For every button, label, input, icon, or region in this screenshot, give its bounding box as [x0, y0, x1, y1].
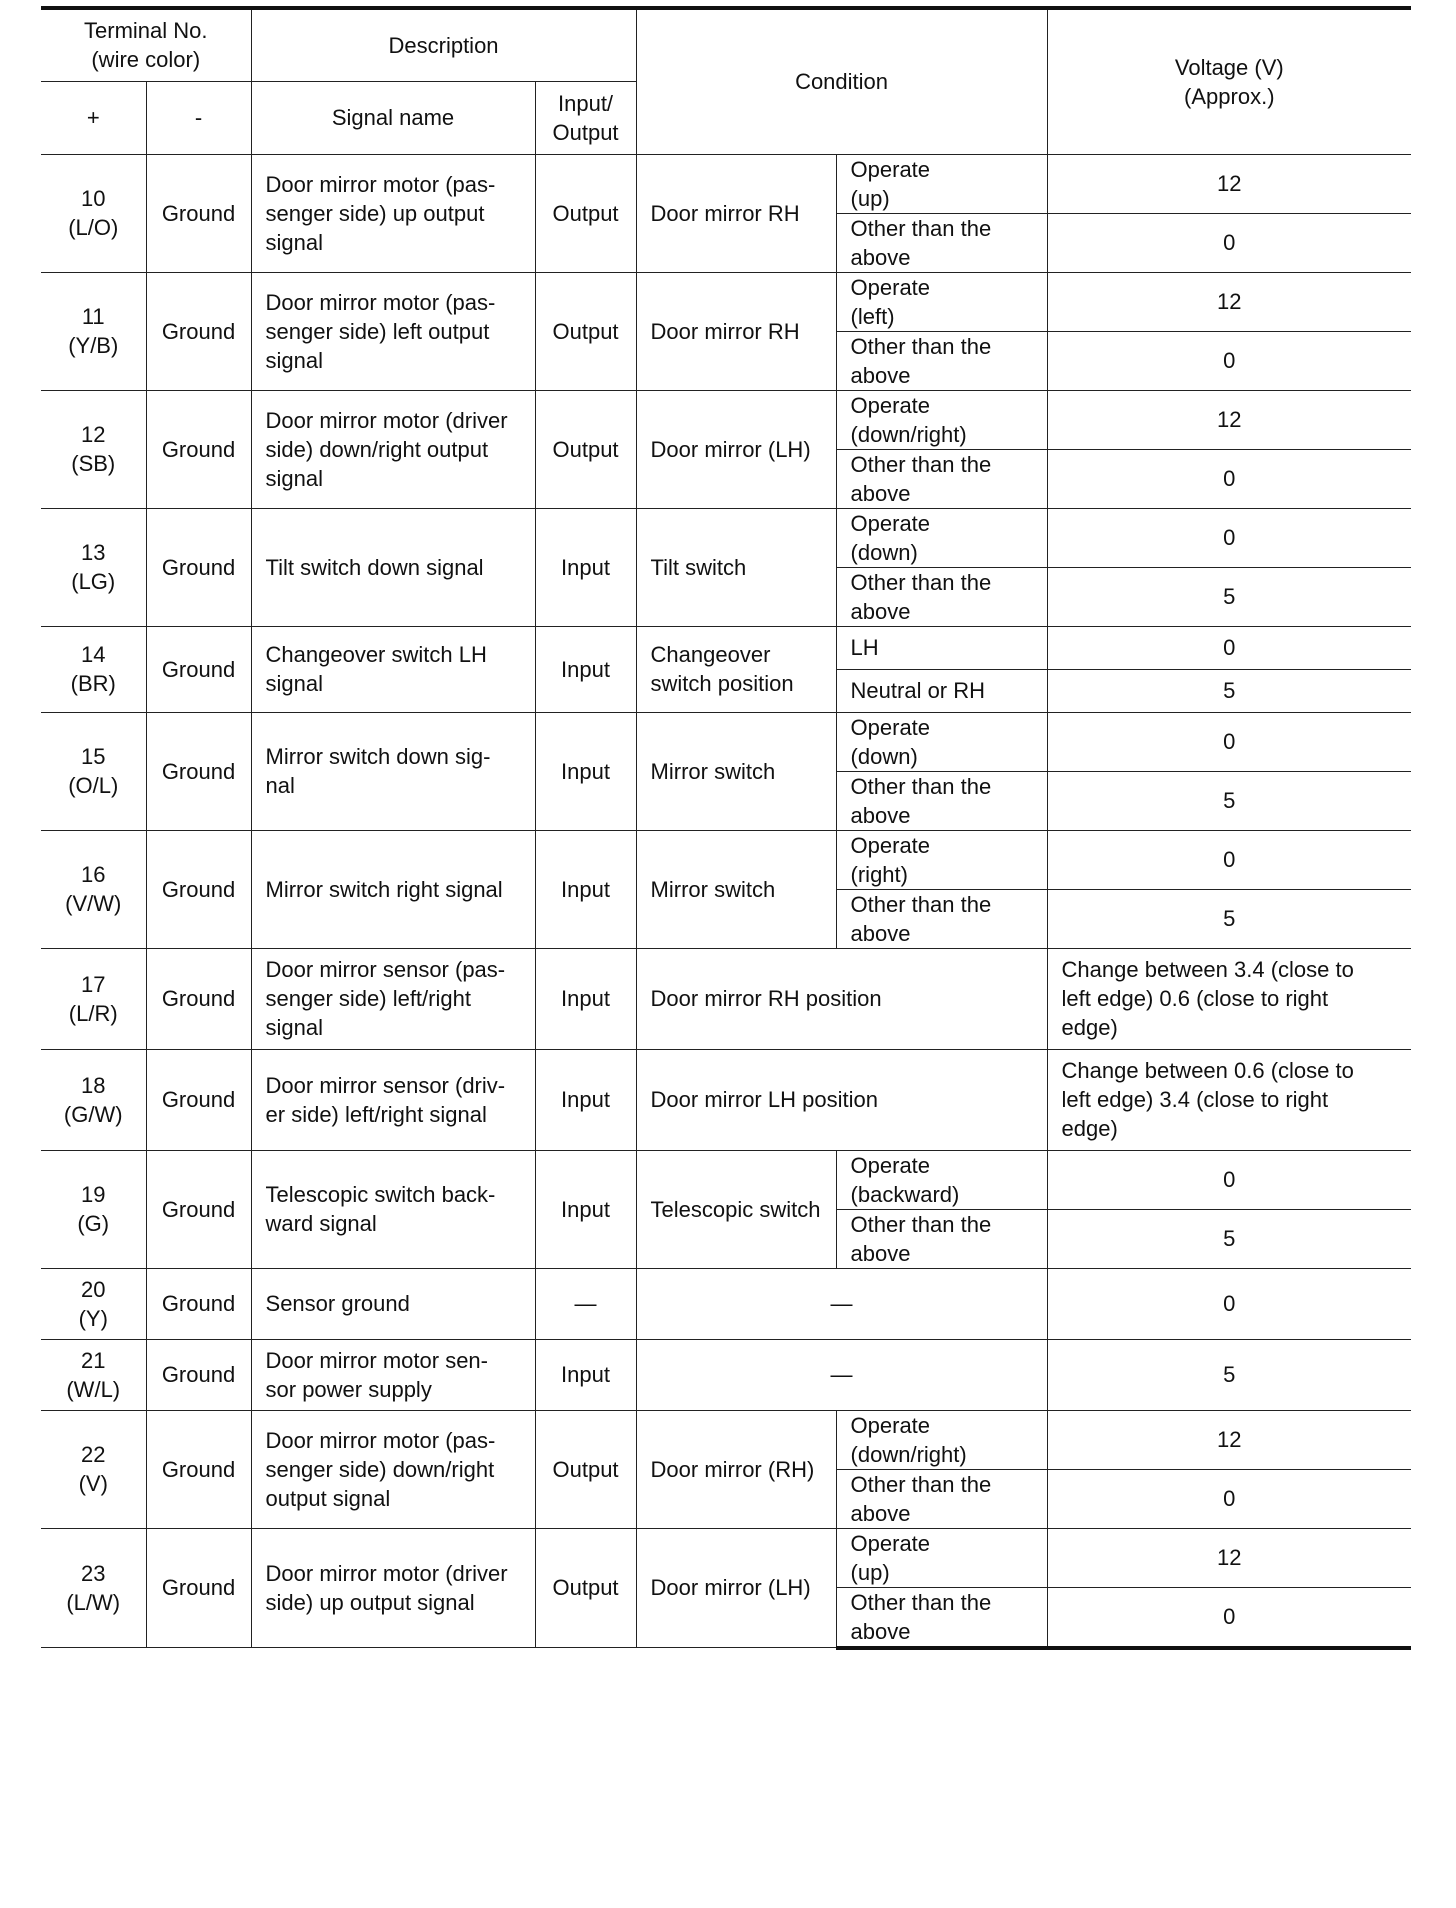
minus-terminal-cell: Ground [146, 712, 251, 830]
terminal-cell [41, 154, 146, 272]
signal-name-cell-line: nal [265, 773, 295, 798]
voltage-cell-line: left edge) 3.4 (close to right [1061, 1087, 1329, 1112]
voltage-cell-line: Change between 3.4 (close to [1061, 957, 1354, 982]
sub-condition-cell-line: Other than the [850, 333, 992, 359]
minus-terminal-cell: Ground [146, 1049, 251, 1150]
sub-condition-cell [836, 771, 1047, 830]
sub-condition-cell-line: (right) [850, 861, 908, 887]
voltage-cell: 12 [1047, 272, 1411, 331]
table-row [41, 390, 1411, 449]
voltage-cell: 0 [1047, 1150, 1411, 1209]
sub-condition-cell [836, 1410, 1047, 1469]
voltage-cell: 5 [1047, 889, 1411, 948]
signal-name-cell-line: senger side) down/right [265, 1456, 495, 1482]
terminal-cell [41, 272, 146, 390]
sub-condition-cell [836, 154, 1047, 213]
sub-condition-cell-line: above [850, 1500, 911, 1526]
table-row [41, 1268, 1411, 1339]
signal-name-cell-line: signal [265, 1015, 323, 1040]
sub-condition-cell [836, 213, 1047, 272]
terminal-number: 14 [81, 642, 106, 667]
sub-condition-cell-line: Other than the [850, 1471, 992, 1497]
sub-condition-cell-line: above [850, 802, 911, 828]
sub-condition-cell-line: Operate [850, 1152, 931, 1178]
input-output-cell: Input [535, 1339, 636, 1410]
minus-terminal-cell: Ground [146, 1150, 251, 1268]
header-plus: + [41, 81, 146, 154]
wire-color: (W/L) [66, 1376, 121, 1402]
header-input-output [535, 81, 636, 154]
sub-condition-cell-line: above [850, 1240, 911, 1266]
sub-condition-cell [836, 331, 1047, 390]
signal-name-cell-line: senger side) up output [265, 200, 485, 226]
header-signal-name: Signal name [251, 81, 535, 154]
signal-name-cell [251, 948, 535, 1049]
header-minus: - [146, 81, 251, 154]
signal-name-cell-line: Door mirror motor (pas- [265, 171, 496, 197]
sub-condition-cell [836, 830, 1047, 889]
voltage-cell: 12 [1047, 1410, 1411, 1469]
table-row [41, 1410, 1411, 1469]
header-voltage [1047, 8, 1411, 154]
terminal-number: 23 [81, 1560, 106, 1586]
signal-name-cell [251, 1339, 535, 1410]
sub-condition-cell-line: Operate [850, 274, 931, 300]
input-output-cell: Output [535, 390, 636, 508]
table-row [41, 948, 1411, 1049]
condition-cell: Door mirror LH position [636, 1049, 1047, 1150]
sub-condition-cell-line: Other than the [850, 569, 992, 595]
wire-color: (LG) [71, 569, 116, 594]
sub-condition-cell [836, 669, 1047, 712]
wire-color: (L/R) [68, 1000, 118, 1026]
sub-condition-cell-line: Operate [850, 714, 931, 740]
sub-condition-cell [836, 889, 1047, 948]
sub-condition-cell-line: Operate [850, 156, 931, 182]
signal-name-cell-line: Door mirror motor (pas- [265, 1427, 496, 1453]
terminal-number: 15 [81, 744, 106, 769]
minus-terminal-cell: Ground [146, 1339, 251, 1410]
sub-condition-cell [836, 567, 1047, 626]
signal-name-cell-line: Door mirror motor (driver [265, 407, 508, 433]
header-condition: Condition [636, 8, 1047, 154]
voltage-cell: 0 [1047, 1587, 1411, 1648]
terminal-number: 16 [81, 862, 106, 887]
signal-name-cell-line: Door mirror motor (driver [265, 1560, 508, 1586]
voltage-cell-line: 0 [1223, 1291, 1236, 1316]
sub-condition-cell [836, 1209, 1047, 1268]
terminal-number: 18 [81, 1072, 106, 1098]
signal-name-cell-line: signal [265, 671, 323, 696]
terminal-cell [41, 626, 146, 712]
sub-condition-cell-line: Neutral or RH [850, 678, 986, 703]
voltage-cell-line: left edge) 0.6 (close to right [1061, 986, 1329, 1011]
signal-name-cell-line: Mirror switch down sig- [265, 744, 491, 769]
condition-cell: Mirror switch [636, 712, 836, 830]
terminal-number: 12 [81, 422, 106, 447]
voltage-cell: 0 [1047, 449, 1411, 508]
voltage-cell: 12 [1047, 390, 1411, 449]
minus-terminal-cell: Ground [146, 1410, 251, 1528]
input-output-cell: Input [535, 712, 636, 830]
signal-name-cell [251, 154, 535, 272]
voltage-cell: 0 [1047, 830, 1411, 889]
terminal-number: 22 [81, 1442, 106, 1467]
voltage-cell-line: 5 [1223, 1362, 1236, 1387]
voltage-cell: 5 [1047, 567, 1411, 626]
voltage-cell-line: Change between 0.6 (close to [1061, 1058, 1354, 1083]
sub-condition-cell [836, 1528, 1047, 1587]
terminal-number: 19 [81, 1182, 106, 1207]
voltage-cell: 0 [1047, 626, 1411, 669]
terminal-number: 17 [81, 971, 106, 997]
terminal-number: 21 [81, 1347, 106, 1373]
wire-color: (G) [77, 1211, 110, 1236]
table-row [41, 1339, 1411, 1410]
sub-condition-cell-line: (up) [850, 1559, 890, 1585]
sub-condition-cell [836, 1150, 1047, 1209]
signal-name-cell-line: side) up output signal [265, 1589, 475, 1615]
condition-cell: Door mirror (RH) [636, 1410, 836, 1528]
signal-name-cell-line: Door mirror sensor (driv- [265, 1072, 506, 1098]
header-terminal-no-label: Terminal No. [84, 18, 208, 44]
condition-cell: Door mirror RH [636, 154, 836, 272]
sub-condition-cell-line: (left) [850, 303, 895, 329]
condition-cell: Changeover switch position [636, 626, 836, 712]
terminal-cell [41, 1528, 146, 1648]
minus-terminal-cell: Ground [146, 830, 251, 948]
sub-condition-cell-line: Operate [850, 1412, 931, 1438]
sub-condition-cell [836, 390, 1047, 449]
sub-condition-cell-line: Other than the [850, 1589, 992, 1615]
sub-condition-cell-line: (down/right) [850, 421, 967, 447]
voltage-cell: 0 [1047, 1469, 1411, 1528]
signal-name-cell-line: output signal [265, 1485, 391, 1511]
table-row [41, 272, 1411, 331]
signal-name-cell [251, 712, 535, 830]
signal-name-cell [251, 508, 535, 626]
sub-condition-cell-line: above [850, 362, 911, 388]
sub-condition-cell-line: Other than the [850, 1211, 992, 1237]
voltage-cell [1047, 1339, 1411, 1410]
header-input-label: Input/ [558, 90, 614, 116]
sub-condition-cell-line: (backward) [850, 1181, 960, 1207]
input-output-cell: Output [535, 1410, 636, 1528]
voltage-cell: 0 [1047, 331, 1411, 390]
voltage-cell [1047, 948, 1411, 1049]
minus-terminal-cell: Ground [146, 508, 251, 626]
sub-condition-cell-line: (up) [850, 185, 890, 211]
terminal-number: 20 [81, 1276, 106, 1302]
terminal-cell [41, 948, 146, 1049]
table-row [41, 508, 1411, 567]
signal-name-cell [251, 626, 535, 712]
sub-condition-cell-line: LH [850, 635, 879, 660]
signal-name-cell-line: signal [265, 465, 323, 491]
minus-terminal-cell: Ground [146, 154, 251, 272]
header-approx-label: (Approx.) [1184, 83, 1275, 109]
sub-condition-cell-line: Other than the [850, 773, 992, 799]
signal-name-cell-line: er side) left/right signal [265, 1101, 487, 1127]
condition-cell: Telescopic switch [636, 1150, 836, 1268]
voltage-cell: 0 [1047, 213, 1411, 272]
signal-name-cell-line: side) down/right output [265, 436, 489, 462]
table-row [41, 626, 1411, 669]
condition-cell: Door mirror RH position [636, 948, 1047, 1049]
terminal-number: 11 [81, 304, 105, 329]
sub-condition-cell-line: Operate [850, 1530, 931, 1556]
wire-color: (L/O) [68, 215, 119, 240]
input-output-cell: Output [535, 1528, 636, 1648]
signal-name-cell [251, 1049, 535, 1150]
signal-name-cell [251, 830, 535, 948]
sub-condition-cell [836, 712, 1047, 771]
signal-name-cell [251, 1268, 535, 1339]
table-row [41, 712, 1411, 771]
terminal-cell [41, 712, 146, 830]
terminal-voltage-table [41, 6, 1411, 1650]
sub-condition-cell-line: Operate [850, 392, 931, 418]
sub-condition-cell-line: above [850, 1618, 911, 1644]
terminal-cell [41, 1150, 146, 1268]
header-output-label: Output [552, 119, 619, 145]
input-output-cell: Input [535, 948, 636, 1049]
sub-condition-cell-line: (down/right) [850, 1441, 967, 1467]
signal-name-cell-line: signal [265, 229, 323, 255]
wire-color: (V/W) [65, 891, 122, 916]
terminal-table-container [41, 6, 1411, 1650]
sub-condition-cell-line: (down) [850, 743, 918, 769]
sub-condition-cell [836, 449, 1047, 508]
minus-terminal-cell: Ground [146, 1268, 251, 1339]
signal-name-cell-line: Door mirror sensor (pas- [265, 957, 506, 982]
table-row [41, 830, 1411, 889]
terminal-number: 13 [81, 540, 106, 565]
header-terminal-no [41, 8, 251, 81]
wire-color: (V) [78, 1471, 108, 1496]
input-output-cell: Input [535, 626, 636, 712]
wire-color: (Y) [78, 1305, 108, 1331]
wire-color: (G/W) [63, 1101, 123, 1127]
input-output-cell: Output [535, 272, 636, 390]
sub-condition-cell [836, 626, 1047, 669]
terminal-cell [41, 1410, 146, 1528]
signal-name-cell-line: Sensor ground [265, 1291, 410, 1316]
signal-name-cell [251, 390, 535, 508]
wire-color: (O/L) [68, 773, 119, 798]
sub-condition-cell-line: Other than the [850, 215, 992, 241]
condition-cell: — [636, 1339, 1047, 1410]
voltage-cell: 5 [1047, 1209, 1411, 1268]
sub-condition-cell-line: above [850, 598, 911, 624]
sub-condition-cell [836, 272, 1047, 331]
sub-condition-cell-line: Operate [850, 510, 931, 536]
signal-name-cell-line: Mirror switch right signal [265, 876, 503, 902]
terminal-cell [41, 830, 146, 948]
signal-name-cell [251, 1410, 535, 1528]
wire-color: (SB) [71, 451, 116, 476]
table-row [41, 1150, 1411, 1209]
sub-condition-cell-line: Operate [850, 832, 931, 858]
input-output-cell: Input [535, 830, 636, 948]
header-description: Description [251, 8, 636, 81]
input-output-cell: Input [535, 1049, 636, 1150]
sub-condition-cell-line: Other than the [850, 891, 992, 917]
voltage-cell: 12 [1047, 1528, 1411, 1587]
signal-name-cell-line: Tilt switch down signal [265, 554, 484, 580]
condition-cell: Mirror switch [636, 830, 836, 948]
sub-condition-cell-line: above [850, 480, 911, 506]
table-row [41, 1049, 1411, 1150]
condition-cell: Door mirror (LH) [636, 390, 836, 508]
signal-name-cell [251, 272, 535, 390]
minus-terminal-cell: Ground [146, 1528, 251, 1648]
input-output-cell: — [535, 1268, 636, 1339]
input-output-cell: Input [535, 508, 636, 626]
voltage-cell: 5 [1047, 771, 1411, 830]
table-body [41, 154, 1411, 1648]
signal-name-cell-line: Door mirror motor (pas- [265, 289, 496, 315]
terminal-cell [41, 1049, 146, 1150]
signal-name-cell [251, 1150, 535, 1268]
condition-cell: — [636, 1268, 1047, 1339]
terminal-cell [41, 390, 146, 508]
sub-condition-cell-line: (down) [850, 539, 918, 565]
signal-name-cell-line: Changeover switch LH [265, 642, 487, 667]
voltage-cell-line: edge) [1061, 1116, 1118, 1141]
condition-cell: Tilt switch [636, 508, 836, 626]
signal-name-cell-line: Telescopic switch back- [265, 1182, 496, 1207]
signal-name-cell-line: Door mirror motor sen- [265, 1347, 488, 1373]
terminal-cell [41, 1339, 146, 1410]
voltage-cell [1047, 1049, 1411, 1150]
voltage-cell: 5 [1047, 669, 1411, 712]
voltage-cell: 12 [1047, 154, 1411, 213]
sub-condition-cell [836, 1587, 1047, 1648]
voltage-cell [1047, 1268, 1411, 1339]
terminal-cell [41, 1268, 146, 1339]
voltage-cell: 0 [1047, 508, 1411, 567]
minus-terminal-cell: Ground [146, 390, 251, 508]
wire-color: (BR) [70, 671, 116, 696]
sub-condition-cell [836, 1469, 1047, 1528]
sub-condition-cell-line: above [850, 244, 911, 270]
sub-condition-cell [836, 508, 1047, 567]
voltage-cell-line: edge) [1061, 1015, 1118, 1040]
signal-name-cell-line: sor power supply [265, 1376, 432, 1402]
sub-condition-cell-line: above [850, 920, 911, 946]
wire-color: (L/W) [66, 1589, 121, 1615]
signal-name-cell-line: senger side) left/right [265, 986, 471, 1011]
sub-condition-cell-line: Other than the [850, 451, 992, 477]
table-row [41, 154, 1411, 213]
signal-name-cell-line: signal [265, 347, 323, 373]
input-output-cell: Output [535, 154, 636, 272]
terminal-number: 10 [81, 186, 106, 211]
table-row [41, 1528, 1411, 1587]
minus-terminal-cell: Ground [146, 272, 251, 390]
signal-name-cell [251, 1528, 535, 1648]
condition-cell: Door mirror RH [636, 272, 836, 390]
header-row-top [41, 8, 1411, 81]
minus-terminal-cell: Ground [146, 626, 251, 712]
signal-name-cell-line: ward signal [265, 1211, 377, 1236]
header-voltage-label: Voltage (V) [1174, 54, 1284, 80]
input-output-cell: Input [535, 1150, 636, 1268]
minus-terminal-cell: Ground [146, 948, 251, 1049]
signal-name-cell-line: senger side) left output [265, 318, 490, 344]
wire-color: (Y/B) [68, 333, 119, 358]
header-wire-color-label: (wire color) [91, 47, 201, 73]
voltage-cell: 0 [1047, 712, 1411, 771]
condition-cell: Door mirror (LH) [636, 1528, 836, 1648]
terminal-cell [41, 508, 146, 626]
